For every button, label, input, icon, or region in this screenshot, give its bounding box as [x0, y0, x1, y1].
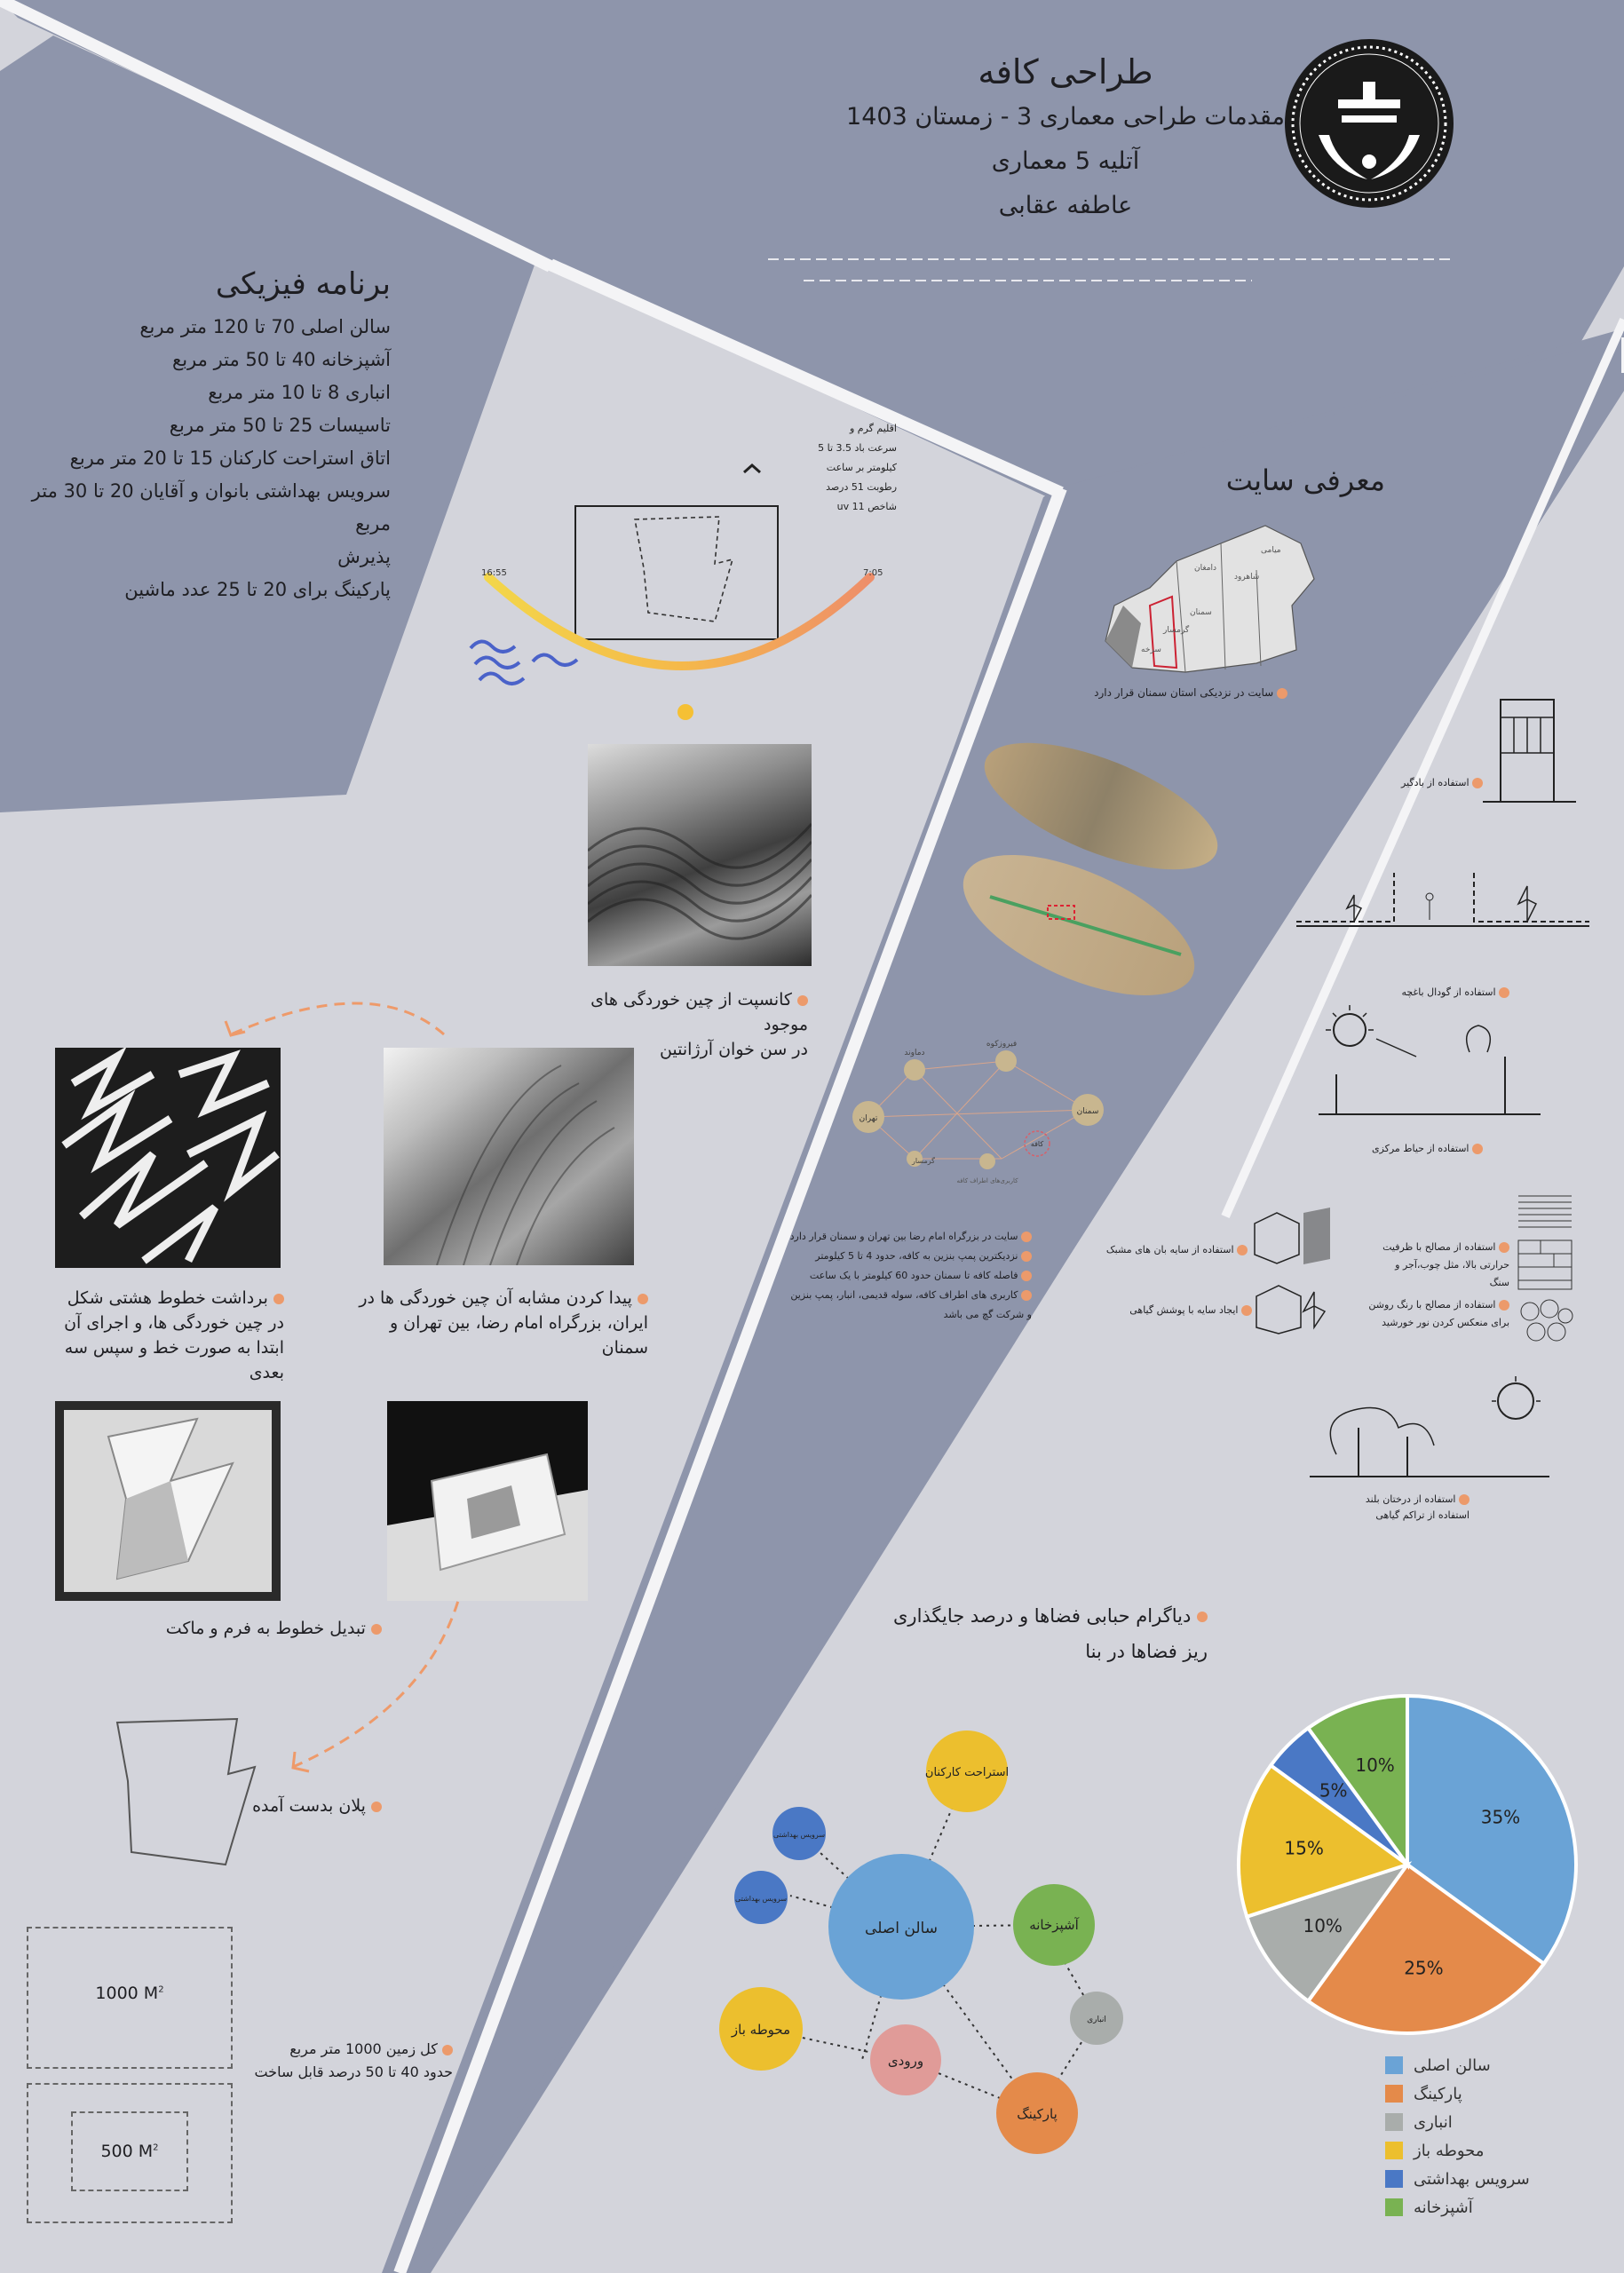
bullet-icon	[1021, 1290, 1032, 1301]
pie-label: 25%	[1404, 1957, 1444, 1979]
pie-label: 5%	[1319, 1779, 1348, 1802]
pie-legend	[1385, 2051, 1545, 2222]
sunset-time: 16:55	[481, 568, 507, 578]
climate-item: شاخص uv 11	[836, 501, 897, 512]
map-label: شاهرود	[1234, 573, 1260, 582]
legend-swatch	[1385, 2170, 1403, 2188]
bullet-icon	[1237, 1245, 1248, 1255]
built-area-label: 500 $M^2$	[100, 2142, 159, 2161]
city-network	[844, 1030, 1128, 1190]
bullet-icon	[371, 1624, 382, 1635]
site-note: نزدیکترین پمپ بنزین به کافه، حدود 4 تا 5 کیلومتر	[765, 1247, 1032, 1266]
svg-text:کاربری‌های اطراف کافه: کاربری‌های اطراف کافه	[956, 1177, 1018, 1184]
arrow-to-lines	[204, 977, 471, 1039]
bullet-icon	[1021, 1251, 1032, 1262]
bullet-icon	[1021, 1271, 1032, 1281]
program-item: سالن اصلی 70 تا 120 متر مربع	[139, 316, 391, 337]
bullet-icon	[273, 1294, 284, 1304]
map-label: سمنان	[1190, 608, 1212, 617]
strategy-windcatcher: استفاده از بادگیر	[1359, 771, 1483, 796]
map-caption: سایت در نزدیکی استان سمنان قرار دارد	[1092, 684, 1287, 701]
node-firuzkuh	[995, 1050, 1017, 1072]
climate-item: رطوبت 51 درصد	[826, 481, 897, 493]
bubble-label: سرویس بهداشتی	[772, 1831, 826, 1839]
strategy-mesh: استفاده از سایه بان های مشبک	[1101, 1238, 1248, 1263]
strategy-trees: استفاده از درختان بلند استفاده از تراکم گیاهی	[1365, 1493, 1470, 1521]
program-item: سرویس بهداشتی بانوان و آقایان 20 تا 30 متر مربع	[31, 480, 391, 535]
program-item: تاسیسات 25 تا 50 متر مربع	[169, 415, 391, 436]
strategy-sunken-garden: استفاده از گودال باغچه	[1394, 980, 1509, 1005]
paper-model-photo-2	[387, 1401, 588, 1601]
bubble-label: محوطه باز	[731, 2022, 791, 2038]
bullet-icon	[797, 995, 808, 1006]
map-label: میامی	[1261, 546, 1281, 555]
legend-item: محوطه باز	[1385, 2136, 1545, 2165]
map-label: دامغان	[1194, 564, 1217, 573]
strategy-courtyard: استفاده از حیاط مرکزی	[1359, 1136, 1483, 1161]
legend-swatch	[1385, 2113, 1403, 2131]
plant-shade-sketch	[1252, 1279, 1336, 1336]
climate-item: سرعت باد 3.5 تا 5 کیلومتر بر ساعت	[818, 442, 897, 473]
iran-fold-photo	[384, 1048, 634, 1265]
total-land-label: 1000 $M^2$	[95, 1984, 164, 2003]
bullet-icon	[1021, 1232, 1032, 1242]
title-block	[799, 49, 1332, 228]
node-damavand	[904, 1059, 925, 1081]
courtyard-sketch	[1310, 1003, 1549, 1128]
legend-swatch	[1385, 2198, 1403, 2216]
satellite-views	[923, 728, 1261, 1021]
bullet-icon	[442, 2045, 453, 2055]
semnan-map	[1079, 508, 1323, 677]
wind-icon	[471, 641, 577, 684]
bullet-icon	[1241, 1305, 1252, 1316]
pie-label: 10%	[1355, 1754, 1395, 1776]
legend-swatch	[1385, 2056, 1403, 2074]
legend-swatch	[1385, 2085, 1403, 2103]
concept-caption: کانسپت از چین خوردگی های موجود در سن خوان آرژانتین	[590, 990, 808, 1059]
legend-item: سالن اصلی	[1385, 2051, 1545, 2079]
plan-outline	[635, 517, 733, 622]
argentina-fold-photo	[588, 744, 812, 966]
author-name: عاطفه عقابی	[998, 192, 1133, 219]
bullet-icon	[1459, 1494, 1470, 1505]
studio-name: آتلیه 5 معماری	[991, 147, 1140, 175]
bullet-icon	[1197, 1612, 1208, 1622]
sun-path-diagram	[462, 462, 923, 728]
program-title: برنامه فیزیکی	[215, 266, 391, 302]
bubble-title: دیاگرام حبابی فضاها و درصد جایگذاری ریز فضاها در بنا	[892, 1605, 1208, 1662]
fold-lines-model-photo	[55, 1048, 281, 1268]
program-item: اتاق استراحت کارکنان 15 تا 20 متر مربع	[69, 447, 391, 469]
bullet-icon	[1472, 1144, 1483, 1154]
bubble-label: سرویس بهداشتی	[734, 1895, 788, 1903]
bubble-label: ورودی	[887, 2053, 924, 2069]
space-percentage-pie	[1230, 1691, 1585, 2038]
program-item: انباری 8 تا 10 متر مربع	[208, 382, 391, 403]
pie-label: 10%	[1303, 1915, 1343, 1937]
svg-text:فیروزکوه: فیروزکوه	[986, 1040, 1018, 1049]
strategy-light-materials: استفاده از مصالح با رنگ روشن برای منعکس کردن نور خورشید	[1368, 1299, 1509, 1328]
bullet-icon	[1499, 1242, 1509, 1253]
lines-caption: برداشت خطوط هشتی شکل در چین خوردگی ها، و اجرای آن ابتدا به صورت خط و سپس سه بعدی	[64, 1288, 284, 1382]
map-label: گرمسار	[1163, 626, 1190, 635]
strategy-plant-shade: ایجاد سایه با پوشش گیاهی	[1119, 1298, 1252, 1323]
legend-item: آشپزخانه	[1385, 2193, 1545, 2222]
area-caption: کل زمین 1000 متر مربع حدود 40 تا 50 درصد قابل ساخت	[254, 2040, 453, 2080]
bubble-label: آشپزخانه	[1029, 1917, 1079, 1933]
svg-text:دماوند: دماوند	[904, 1049, 925, 1057]
bullet-icon	[1472, 778, 1483, 788]
legend-swatch	[1385, 2142, 1403, 2159]
site-note: سایت در بزرگراه امام رضا بین تهران و سمنان قرار دارد	[765, 1227, 1032, 1247]
trees-sketch	[1310, 1374, 1549, 1494]
buildable-box	[27, 2083, 233, 2223]
svg-text:گرمسار: گرمسار	[912, 1157, 935, 1165]
site-note: فاصله کافه تا سمنان حدود 60 کیلومتر با یک ساعت	[765, 1266, 1032, 1286]
pie-label: 35%	[1480, 1806, 1521, 1828]
materials-sketch	[1514, 1192, 1576, 1351]
climate-item: اقلیم گرم و	[849, 423, 897, 434]
sunrise-time: 7:05	[863, 568, 883, 578]
svg-text:سمنان: سمنان	[1076, 1107, 1099, 1116]
svg-text:کافه: کافه	[1030, 1140, 1044, 1148]
bullet-icon	[371, 1802, 382, 1812]
bullet-icon	[1277, 688, 1287, 699]
program-item: پارکینگ برای 20 تا 25 عدد ماشین	[124, 579, 391, 600]
mesh-shade-sketch	[1250, 1206, 1335, 1268]
bullet-icon	[1499, 987, 1509, 998]
physical-program	[18, 266, 391, 606]
site-note: کاربری های اطراف کافه، سوله قدیمی، انبار، پمپ بنزین	[765, 1286, 1032, 1305]
site-title: معرفی سایت	[1225, 463, 1385, 497]
map-label: سرخه	[1141, 645, 1161, 654]
svg-text:تهران: تهران	[859, 1114, 878, 1123]
bullet-icon	[638, 1294, 648, 1304]
total-land-box	[27, 1927, 233, 2069]
bubble-diagram	[701, 1714, 1154, 2175]
legend-item: سرویس بهداشتی	[1385, 2165, 1545, 2193]
bullet-icon	[1499, 1300, 1509, 1311]
sun-icon	[677, 704, 693, 720]
windcatcher-sketch	[1474, 691, 1580, 824]
strategy-materials: استفاده از مصالح با ظرفیت حرارتی بالا، مثل چوب،آجر و سنگ	[1382, 1241, 1509, 1288]
model-caption: تبدیل خطوط به فرم و ماکت	[142, 1616, 382, 1641]
site-boundary	[575, 506, 778, 639]
poster-title: طراحی کافه	[978, 52, 1153, 91]
legend-item: انباری	[1385, 2108, 1545, 2136]
course-name: مقدمات طراحی معماری 3 - زمستان 1403	[846, 103, 1285, 131]
built-area-box	[71, 2111, 188, 2191]
bubble-label: استراحت کارکنان	[924, 1766, 1010, 1779]
north-arrow-icon	[744, 465, 760, 472]
legend-item: پارکینگ	[1385, 2079, 1545, 2108]
sunken-garden-sketch	[1296, 859, 1589, 966]
bubble-label: پارکینگ	[1017, 2106, 1058, 2122]
sun-arc	[488, 577, 870, 666]
bubble-label: انباری	[1087, 2016, 1106, 2024]
site-notes	[765, 1227, 1032, 1325]
site-note: و شرکت گچ می باشد	[943, 1309, 1032, 1320]
program-item: پذیرش	[337, 546, 391, 567]
paper-model-photo-1	[55, 1401, 281, 1601]
bubble-label: سالن اصلی	[865, 1920, 938, 1937]
resulting-plan-drawing	[108, 1712, 259, 1872]
pie-label: 15%	[1284, 1837, 1324, 1859]
similar-caption: پیدا کردن مشابه آن چین خوردگی ها در ایران، بزرگراه امام رضا، بین تهران و سمنان	[359, 1288, 648, 1358]
program-item: آشپزخانه 40 تا 50 متر مربع	[172, 349, 391, 370]
plan-caption: پلان بدست آمده	[249, 1794, 382, 1818]
